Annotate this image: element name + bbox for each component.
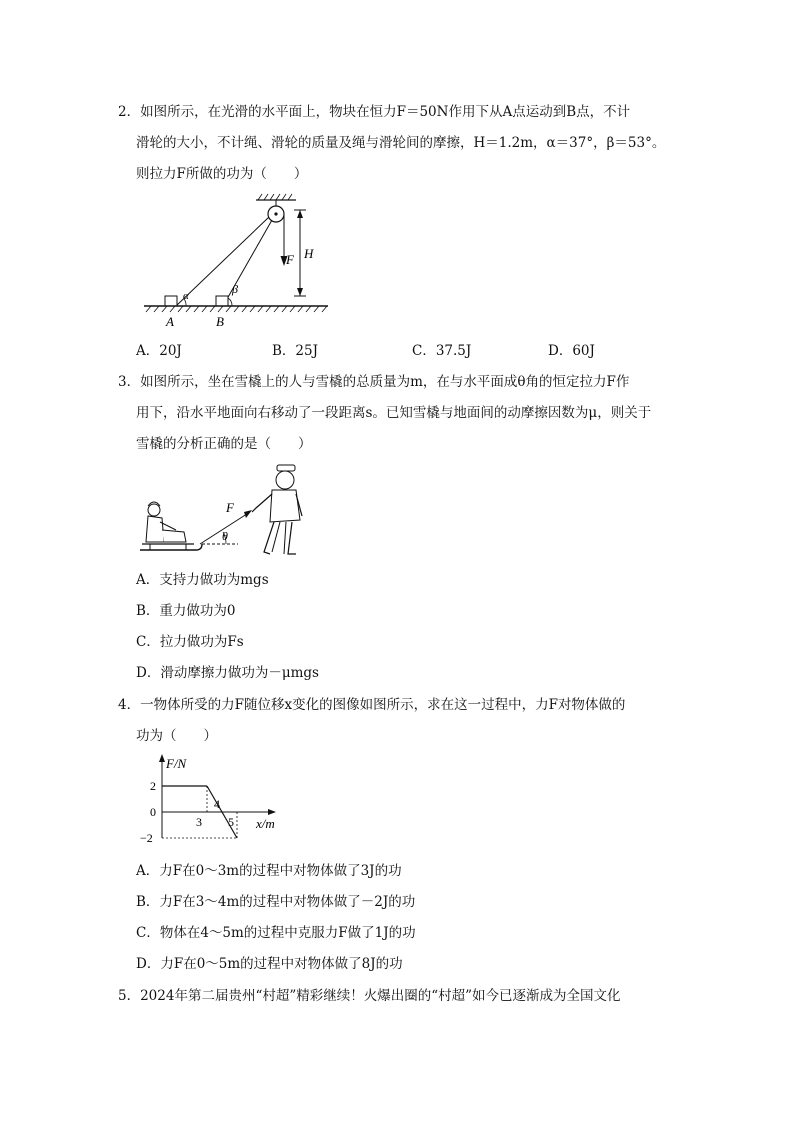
block-a bbox=[165, 296, 177, 306]
q4-option-d: D．力F在0～5m的过程中对物体做了8J的功 bbox=[136, 956, 403, 972]
man-head-icon bbox=[276, 471, 294, 489]
q2-option-a: A．20J bbox=[136, 343, 182, 359]
q4-option-c: C．物体在4～5m的过程中克服力F做了1J的功 bbox=[136, 925, 416, 941]
label-h: H bbox=[304, 246, 314, 261]
q4-option-b: B．力F在3～4m的过程中对物体做了－2J的功 bbox=[136, 894, 416, 910]
q3-stem-line-2: 用下，沿水平地面向右移动了一段距离s。已知雪橇与地面间的动摩擦因数为μ，则关于 bbox=[136, 405, 652, 421]
tick-y-0: 0 bbox=[150, 805, 156, 819]
q4-stem-line-1: 4．一物体所受的力F随位移x变化的图像如图所示，求在这一过程中，力F对物体做的 bbox=[118, 697, 626, 713]
q4-option-a: A．力F在0～3m的过程中对物体做了3J的功 bbox=[136, 863, 402, 879]
tick-x-5: 5 bbox=[228, 815, 234, 829]
tick-x-3: 3 bbox=[196, 815, 202, 829]
label-b: B bbox=[216, 314, 224, 329]
tick-x-4: 4 bbox=[214, 797, 220, 811]
label-beta: β bbox=[232, 282, 238, 296]
q3-stem-line-1: 3．如图所示，坐在雪橇上的人与雪橇的总质量为m，在与水平面成θ角的恒定拉力F作 bbox=[118, 374, 630, 390]
q3-option-c: C．拉力做功为Fs bbox=[136, 634, 244, 650]
q4-stem-line-2: 功为（ ） bbox=[136, 728, 217, 744]
q2-stem-line-3: 则拉力F所做的功为（ ） bbox=[136, 166, 308, 182]
q3-sled-figure bbox=[134, 460, 314, 562]
graph-x-label: x/m bbox=[256, 816, 275, 831]
tick-y-2: 2 bbox=[150, 779, 156, 793]
q2-option-d: D．60J bbox=[548, 343, 595, 359]
q2-stem-line-1: 2．如图所示，在光滑的水平面上，物块在恒力F＝50N作用下从A点运动到B点，不计 bbox=[118, 104, 631, 120]
q2-stem-line-2: 滑轮的大小，不计绳、滑轮的质量及绳与滑轮间的摩擦，H＝1.2m，α＝37°，β＝53°。 bbox=[136, 135, 666, 151]
q3-option-b: B．重力做功为0 bbox=[136, 603, 236, 619]
graph-y-label: F/N bbox=[166, 756, 187, 771]
label-f: F bbox=[286, 252, 294, 267]
q3-option-d: D．滑动摩擦力做功为－μmgs bbox=[136, 665, 319, 681]
label-a: A bbox=[166, 314, 174, 329]
q5-stem-line-1: 5．2024年第二届贵州“村超”精彩继续！火爆出圈的“村超”如今已逐渐成为全国文化 bbox=[118, 988, 621, 1004]
q2-option-c: C．37.5J bbox=[412, 343, 472, 359]
q2-option-b: B．25J bbox=[272, 343, 319, 359]
q3-stem-line-3: 雪橇的分析正确的是（ ） bbox=[136, 436, 312, 452]
label-alpha: α bbox=[183, 290, 189, 302]
tick-y-neg2: −2 bbox=[140, 831, 153, 844]
label-force: F bbox=[226, 500, 234, 515]
block-b bbox=[216, 296, 228, 306]
q3-option-a: A．支持力做功为mgs bbox=[136, 572, 269, 588]
q2-pulley-figure bbox=[136, 192, 336, 332]
child-head-icon bbox=[148, 504, 160, 516]
q4-force-graph bbox=[136, 752, 286, 844]
label-theta: θ bbox=[222, 529, 228, 543]
